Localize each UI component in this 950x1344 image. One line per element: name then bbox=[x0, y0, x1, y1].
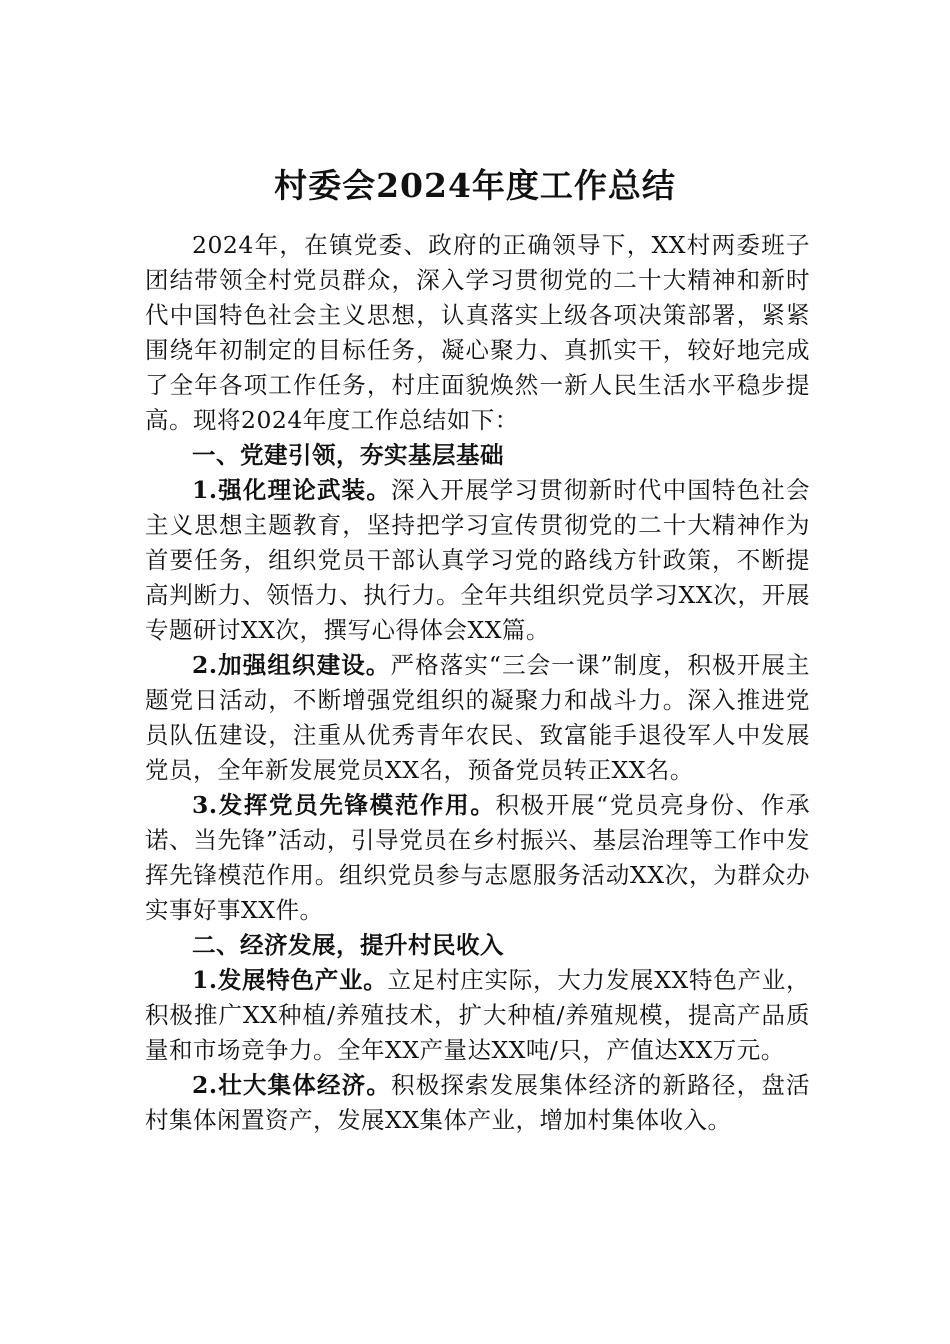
section-2-item-1 bbox=[145, 963, 810, 1068]
section-heading-economic-development: 二、经济发展，提升村民收入 bbox=[192, 931, 504, 959]
intro-paragraph: 2024年，在镇党委、政府的正确领导下，XX村两委班子团结带领全村党员群众，深入学习贯彻党的二十大精神和新时代中国特色社会主义思想，认真落实上级各项决策部署，紧紧围绕年初制定的目标任务，凝心聚力、真抓实干，较好地完成了全年各项工作任务，村庄面貌焕然一新人民生活水平稳步提高。现将2024年度工作总结如下： bbox=[145, 231, 810, 434]
section-heading-party-building: 一、党建引领，夯实基层基础 bbox=[192, 441, 504, 469]
item-text: 积极开展“党员亮身份、作承诺、当先锋”活动，引导党员在乡村振兴、基层治理等工作中发挥先锋模范作用。组织党员参与志愿服务活动XX次，为群众办实事好事XX件。 bbox=[145, 791, 810, 924]
item-lead: 3.发挥党员先锋模范作用。 bbox=[192, 791, 496, 819]
item-lead: 2.加强组织建设。 bbox=[192, 651, 391, 679]
section-1-item-3 bbox=[145, 788, 810, 928]
document-body bbox=[145, 228, 810, 1138]
item-text: 深入开展学习贯彻新时代中国特色社会主义思想主题教育，坚持把学习宣传贯彻党的二十大精神作为首要任务，组织党员干部认真学习党的路线方针政策，不断提高判断力、领悟力、执行力。全年共组织党员学习XX次，开展专题研讨XX次，撰写心得体会XX篇。 bbox=[145, 476, 810, 644]
item-text: 严格落实“三会一课”制度，积极开展主题党日活动，不断增强党组织的凝聚力和战斗力。深入推进党员队伍建设，注重从优秀青年农民、致富能手退役军人中发展党员，全年新发展党员XX名，预备党员转正XX名。 bbox=[145, 651, 810, 784]
item-lead: 1.发展特色产业。 bbox=[192, 966, 388, 994]
item-text: 立足村庄实际，大力发展XX特色产业，积极推广XX种植/养殖技术，扩大种植/养殖规模，提高产品质量和市场竞争力。全年XX产量达XX吨/只，产值达XX万元。 bbox=[145, 966, 810, 1064]
section-2-item-2 bbox=[145, 1068, 810, 1138]
item-lead: 1.强化理论武装。 bbox=[192, 476, 392, 504]
section-1-item-2 bbox=[145, 648, 810, 788]
item-lead: 2.壮大集体经济。 bbox=[192, 1071, 392, 1099]
section-1-item-1 bbox=[145, 473, 810, 648]
item-text: 积极探索发展集体经济的新路径，盘活村集体闲置资产，发展XX集体产业，增加村集体收入。 bbox=[145, 1071, 810, 1134]
document-title: 村委会2024年度工作总结 bbox=[274, 166, 676, 205]
